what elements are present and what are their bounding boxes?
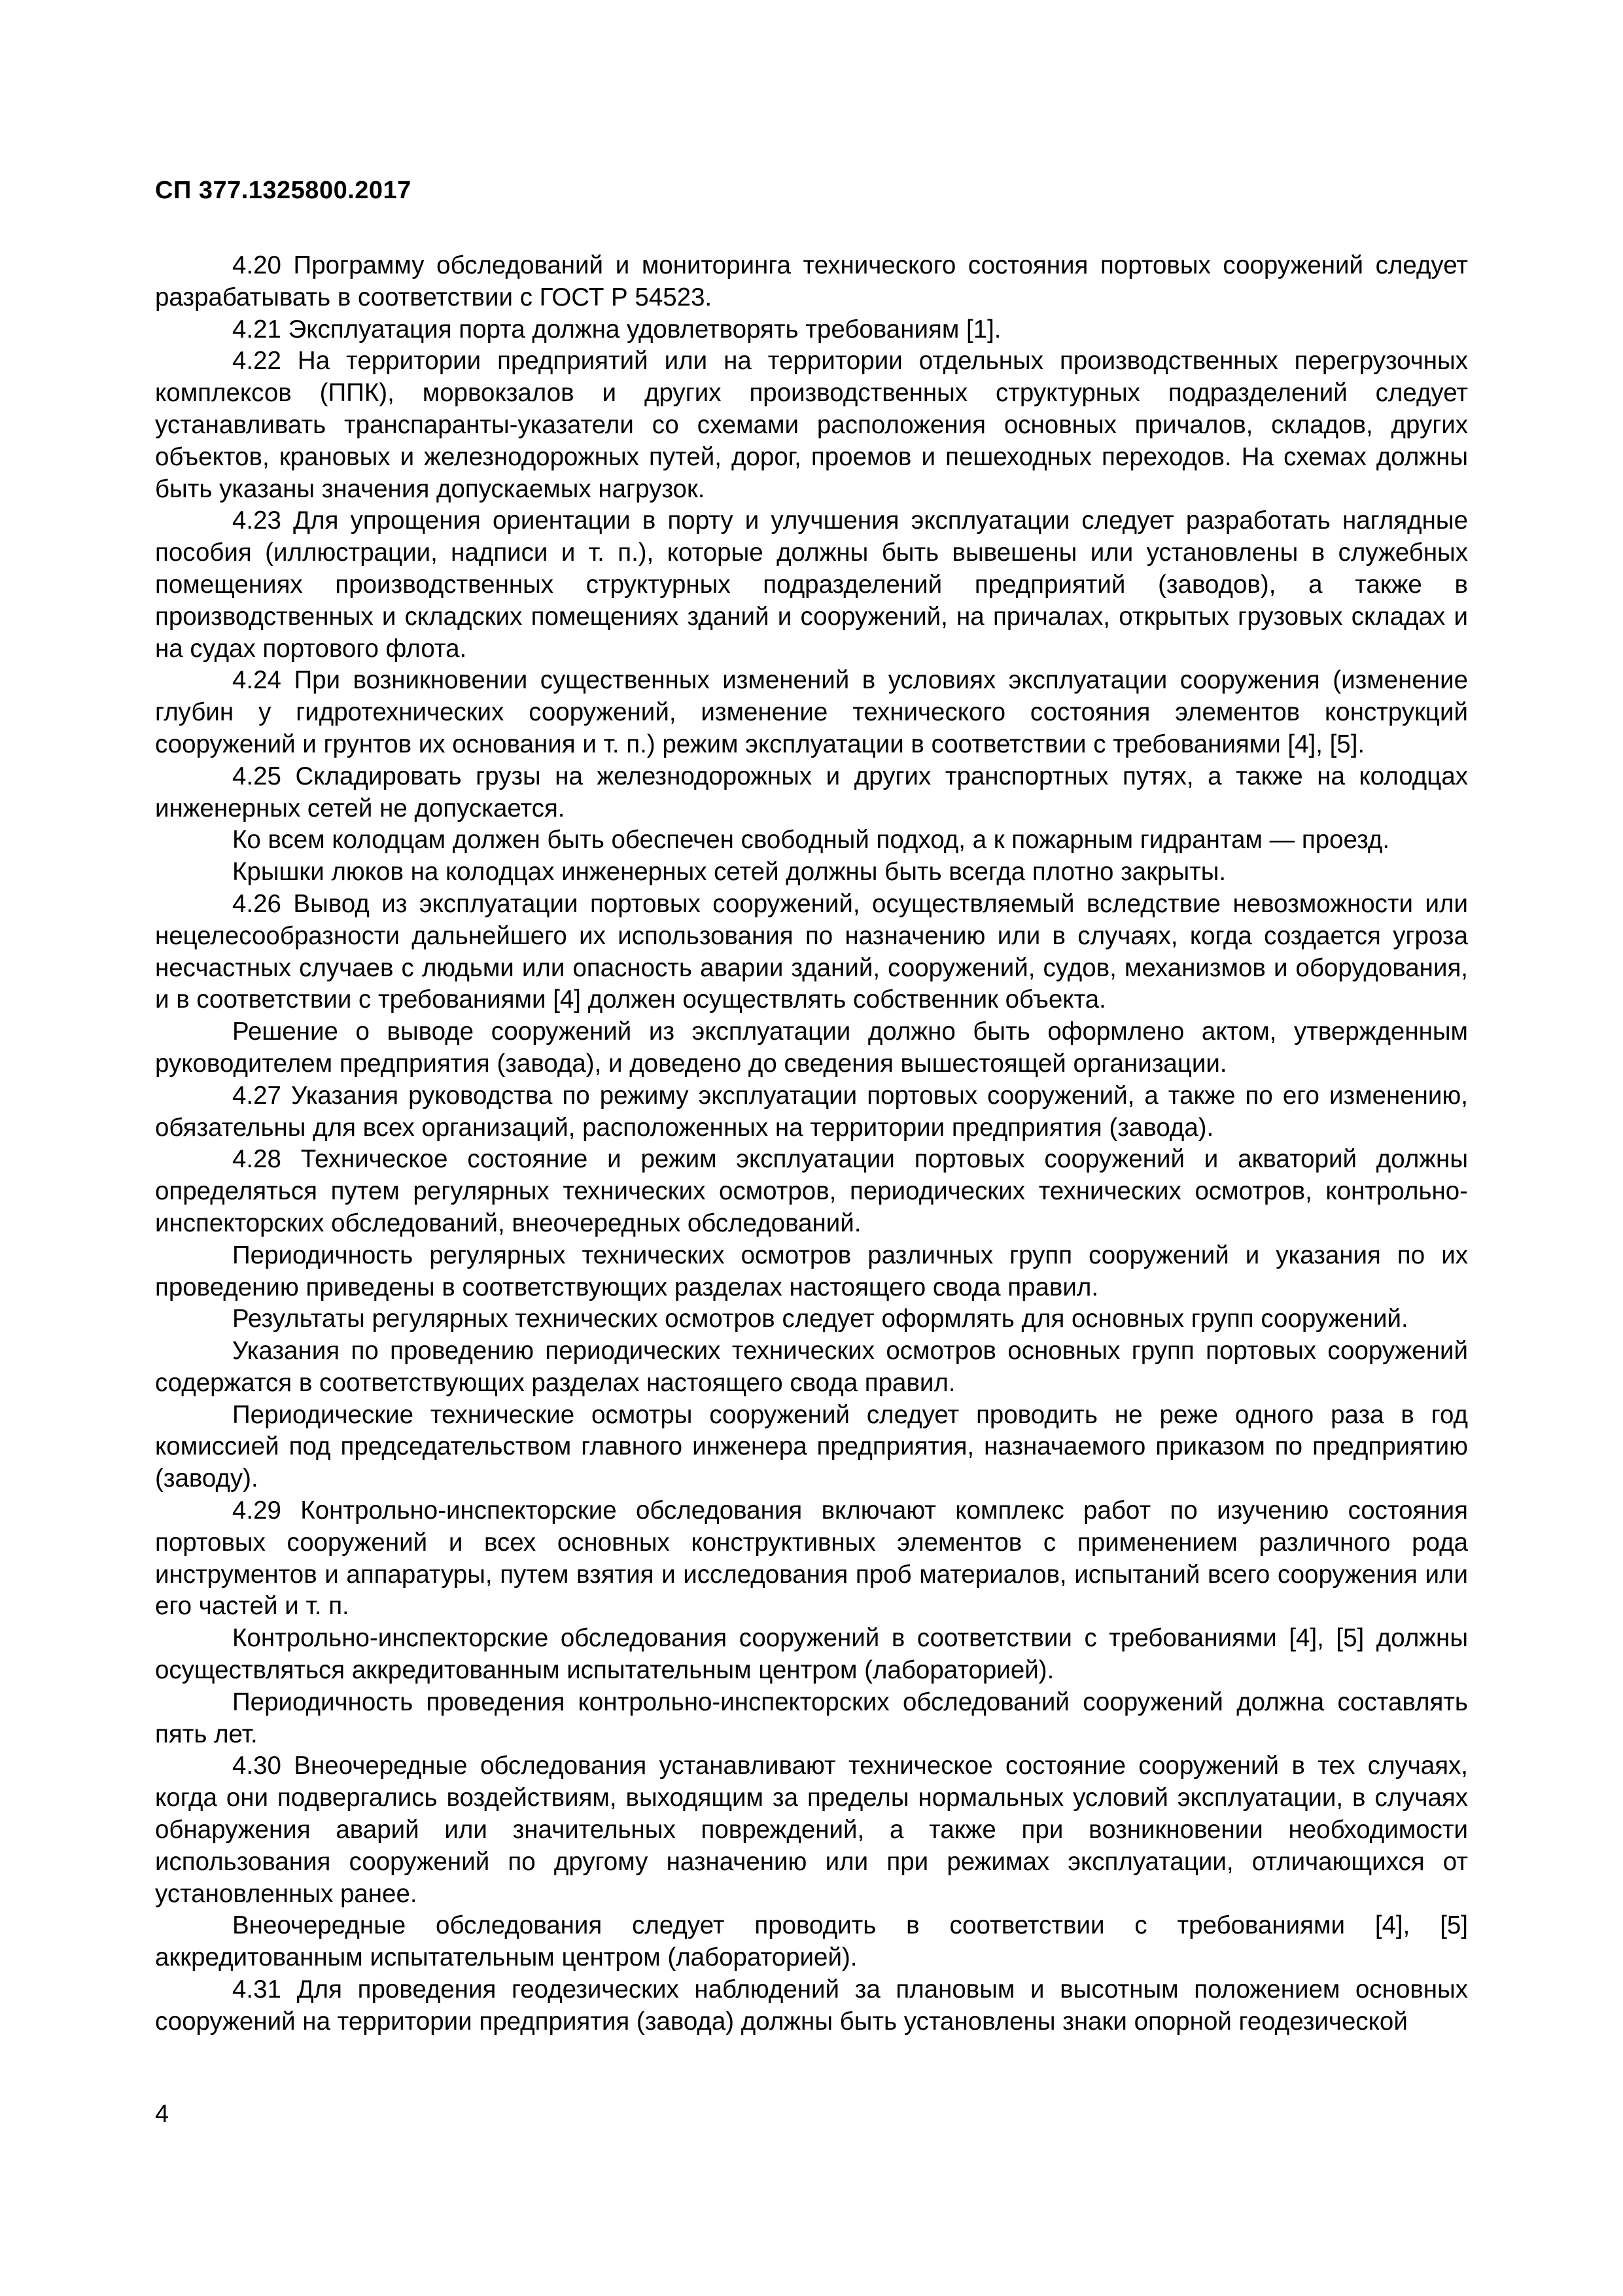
paragraph-4-28: 4.28 Техническое состояние и режим эксплуатации портовых сооружений и акваторий должны определяться путем регулярных технических осмотров, периодических технических осмотров, контрольно-инспекторских обследований, внеочередных обследований. [155, 1145, 1468, 1237]
paragraph-4-29-accredited-center: Контрольно-инспекторские обследования сооружений в соответствии с требованиями [4], [5] должны осуществляться аккредитованным испытательным центром (лабораторией). [155, 1624, 1468, 1685]
page-number: 4 [155, 2100, 169, 2128]
paragraph-4-27: 4.27 Указания руководства по режиму эксплуатации портовых сооружений, а также по его изменению, обязательны для всех организаций, расположенных на территории предприятия (завода). [155, 1081, 1468, 1142]
paragraph-4-28-regular-frequency: Периодичность регулярных технических осмотров различных групп сооружений и указания по их проведению приведены в соответствующих разделах настоящего свода правил. [155, 1241, 1468, 1301]
paragraph-4-25: 4.25 Складировать грузы на железнодорожных и других транспортных путях, а также на колодцах инженерных сетей не допускается. [155, 762, 1468, 822]
paragraph-4-29: 4.29 Контрольно-инспекторские обследования включают комплекс работ по изучению состояния портовых сооружений и всех основных конструктивных элементов с применением различного рода инструментов и аппаратуры, путем взятия и исследования проб материалов, испытаний всего сооружения или его частей и т. п. [155, 1496, 1468, 1621]
paragraph-4-25-hatch-covers: Крышки люков на колодцах инженерных сетей должны быть всегда плотно закрыты. [232, 858, 1227, 887]
paragraph-4-25-wells-access: Ко всем колодцам должен быть обеспечен свободный подход, а к пожарным гидрантам — проезд. [232, 826, 1390, 855]
paragraph-4-28-periodic-instructions: Указания по проведению периодических технических осмотров основных групп портовых сооружений содержатся в соответствующих разделах настоящего свода правил. [155, 1337, 1468, 1397]
paragraph-4-30: 4.30 Внеочередные обследования устанавливают техническое состояние сооружений в тех случаях, когда они подвергались воздействиям, выходящим за пределы нормальных условий эксплуатации, в случаях обнаружения аварий или значительных повреждений, а также при возникновении необходимости использования сооружений по другому назначению или при режимах эксплуатации, отличающихся от установленных ранее. [155, 1752, 1468, 1908]
paragraph-4-31: 4.31 Для проведения геодезических наблюдений за плановым и высотным положением основных сооружений на территории предприятия (завода) должны быть установлены знаки опорной геодезической [155, 1975, 1468, 2036]
paragraph-4-28-periodic-frequency: Периодические технические осмотры сооружений следует проводить не реже одного раза в год комиссией под председательством главного инженера предприятия, назначаемого приказом по предприятию (заводу). [155, 1400, 1468, 1493]
paragraph-4-28-regular-results: Результаты регулярных технических осмотров следует оформлять для основных групп сооружений. [232, 1305, 1408, 1333]
paragraph-4-30-execution: Внеочередные обследования следует проводить в соответствии с требованиями [4], [5] аккредитованным испытательным центром (лабораторией). [155, 1911, 1468, 1972]
paragraph-4-21: 4.21 Эксплуатация порта должна удовлетворять требованиям [1]. [232, 315, 1002, 344]
document-body [155, 250, 1468, 2038]
paragraph-4-26: 4.26 Вывод из эксплуатации портовых сооружений, осуществляемый вследствие невозможности или нецелесообразности дальнейшего их использования по назначению или в случаях, когда создается угроза несчастных случаев с людьми или опасность аварии зданий, сооружений, судов, механизмов и оборудования, и в соответствии с требованиями [4] должен осуществлять собственник объекта. [155, 889, 1468, 1014]
paragraph-4-29-frequency: Периодичность проведения контрольно-инспекторских обследований сооружений должна составлять пять лет. [155, 1687, 1468, 1748]
paragraph-4-24: 4.24 При возникновении существенных изменений в условиях эксплуатации сооружения (изменение глубин у гидротехнических сооружений, изменение технического состояния элементов конструкций сооружений и грунтов их основания и т. п.) режим эксплуатации в соответствии с требованиями [4], [5]. [155, 666, 1468, 758]
paragraph-4-23: 4.23 Для упрощения ориентации в порту и улучшения эксплуатации следует разработать наглядные пособия (иллюстрации, надписи и т. п.), которые должны быть вывешены или установлены в служебных помещениях производственных структурных подразделений предприятий (заводов), а также в производственных и складских помещениях зданий и сооружений, на причалах, открытых грузовых складах и на судах портового флота. [155, 506, 1468, 663]
document-code-header: СП 377.1325800.2017 [155, 177, 411, 204]
paragraph-4-22: 4.22 На территории предприятий или на территории отдельных производственных перегрузочных комплексов (ППК), морвокзалов и других производственных структурных подразделений следует устанавливать транспаранты-указатели со схемами расположения основных причалов, складов, других объектов, крановых и железнодорожных путей, дорог, проемов и пешеходных переходов. На схемах должны быть указаны значения допускаемых нагрузок. [155, 347, 1468, 503]
paragraph-4-20: 4.20 Программу обследований и мониторинга технического состояния портовых сооружений следует разрабатывать в соответствии с ГОСТ Р 54523. [155, 251, 1468, 311]
paragraph-4-26-decision: Решение о выводе сооружений из эксплуатации должно быть оформлено актом, утвержденным руководителем предприятия (завода), и доведено до сведения вышестоящей организации. [155, 1017, 1468, 1078]
